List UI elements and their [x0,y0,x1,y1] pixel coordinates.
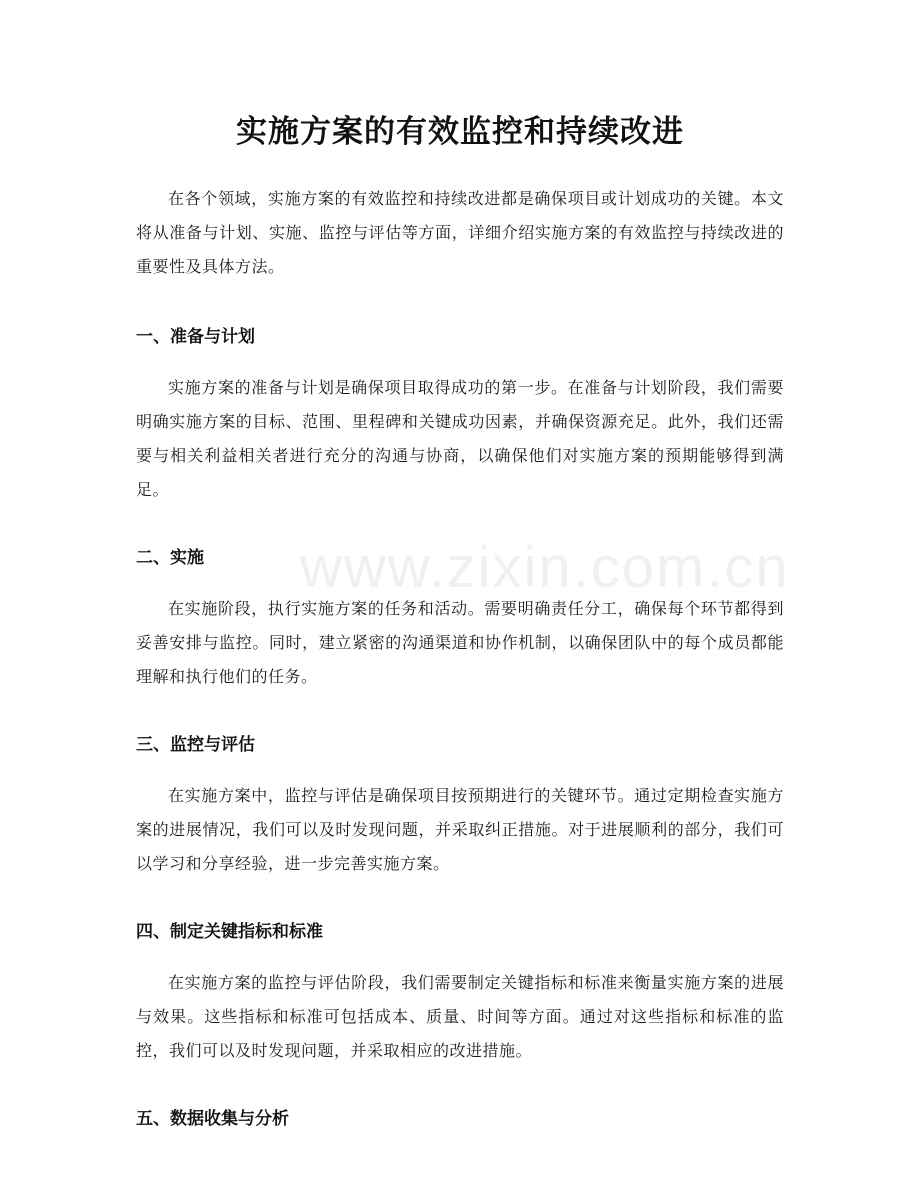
section-heading-indicators: 四、制定关键指标和标准 [136,922,323,942]
watermark-text: www.zixin.com.cn [300,535,790,600]
section-body-indicators: 在实施方案的监控与评估阶段，我们需要制定关键指标和标准来衡量实施方案的进展与效果。这些指标和标准可包括成本、质量、时间等方面。通过对这些指标和标准的监控，我们可以及时发现问题，并采取相应的改进措施。 [136,973,784,1060]
section-body-preparation: 实施方案的准备与计划是确保项目取得成功的第一步。在准备与计划阶段，我们需要明确实施方案的目标、范围、里程碑和关键成功因素，并确保资源充足。此外，我们还需要与相关利益相关者进行充分的沟通与协商，以确保他们对实施方案的预期能够得到满足。 [136,378,784,499]
section-body-monitoring: 在实施方案中，监控与评估是确保项目按预期进行的关键环节。通过定期检查实施方案的进展情况，我们可以及时发现问题，并采取纠正措施。对于进展顺利的部分，我们可以学习和分享经验，进一步完善实施方案。 [136,786,784,873]
section-heading-implementation: 二、实施 [136,548,204,568]
document-title: 实施方案的有效监控和持续改进 [236,114,684,150]
section-heading-monitoring: 三、监控与评估 [136,735,255,755]
intro-paragraph: 在各个领域，实施方案的有效监控和持续改进都是确保项目或计划成功的关键。本文将从准备与计划、实施、监控与评估等方面，详细介绍实施方案的有效监控与持续改进的重要性及具体方法。 [136,189,784,276]
section-heading-preparation: 一、准备与计划 [136,327,255,347]
section-body-implementation: 在实施阶段，执行实施方案的任务和活动。需要明确责任分工，确保每个环节都得到妥善安排与监控。同时，建立紧密的沟通渠道和协作机制，以确保团队中的每个成员都能理解和执行他们的任务。 [136,599,784,686]
section-heading-data-analysis: 五、数据收集与分析 [136,1109,289,1129]
